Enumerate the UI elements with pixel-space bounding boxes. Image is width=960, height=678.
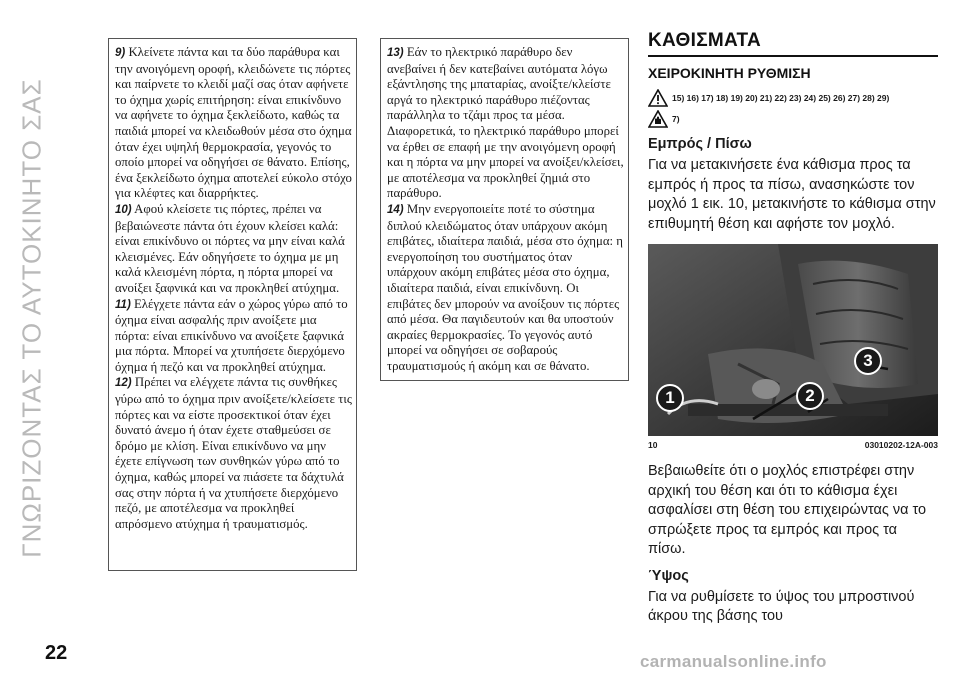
heading-fore-aft: Εμπρός / Πίσω: [648, 136, 752, 152]
warning-number: 12): [115, 377, 132, 390]
chapter-side-title-text: ΓΝΩΡΙΖΟΝΤΑΣ ΤΟ ΑΥΤΟΚΙΝΗΤΟ ΣΑΣ: [16, 78, 47, 558]
warning-text: Πρέπει να ελέγχετε πάντα τις συνθήκες γύρω από το όχημα πριν ανοίξετε/κλείσετε τις πόρτες και να είστε προσεκτικοί όταν έχει δυνατό άνεμο ή όταν έχετε σταθμεύσει σε δρόμο με κλίση. Είναι επικίνδυνο να μην έχετε επίγνωση των συνθηκών γύρω από το όχημα, καθώς μπορεί να πιάσετε τα δάχτυλά σας στην πόρτα ή να χτυπήσετε διερχόμενο πεζό, με αποτέλεσμα να προκληθεί απρόσμενο ατύχημα ή τραυματισμός.: [115, 375, 352, 531]
watermark: carmanualsonline.info: [640, 652, 827, 671]
warning-box-middle: [380, 38, 629, 381]
heading-height: Ύψος: [648, 567, 689, 584]
seat-illustration: [648, 244, 938, 436]
warning-paragraph: [115, 202, 352, 297]
warning-triangle-icon: [648, 89, 668, 107]
warning-text: Κλείνετε πάντα και τα δύο παράθυρα και την ανοιγόμενη οροφή, κλειδώνετε τις πόρτες και παίρνετε το κλειδί μαζί σας όταν αφήνετε το όχημα χωρίς επιτήρηση: είναι επικίνδυνο να αφήνετε το όχημα ξεκλείδωτο, καθώς τα παιδιά μπορεί να κλειδωθούν μέσα στο όχημα όταν έχει υψηλή θερμοκρασία, γεγονός το οποίο μπορεί να οδηγήσει σε θάνατο. Επίσης, ένα ξεκλείδωτο όχημα αποτελεί εύκολο στόχο για κλέφτες και διαρρήκτες.: [115, 45, 352, 201]
caution-refs-text: 7): [672, 114, 680, 124]
figure-caption: [648, 440, 938, 450]
warning-text: Ελέγχετε πάντα εάν ο χώρος γύρω από το όχημα είναι ασφαλής πριν ανοίξετε μια πόρτα: είναι επικίνδυνο να ανοίξετε ξαφνικά μια πόρτα. Μπορεί να χτυπήσετε διερχόμενο όχημα ή πεζό και να προκληθεί ατύχημα.: [115, 296, 348, 374]
warning-paragraph: [115, 45, 352, 202]
warning-number: 9): [115, 47, 126, 59]
warning-number: 13): [387, 47, 404, 59]
lever-return-instructions: Βεβαιωθείτε ότι ο μοχλός επιστρέφει στην αρχική του θέση και ότι το κάθισμα έχει ασφαλίσει στη θέση του επιχειρώντας να το σπρώξετε προς τα εμπρός και προς τα πίσω.: [648, 463, 927, 557]
seat-adjustment-figure: [648, 244, 938, 436]
figure-code: 03010202-12A-003: [864, 440, 938, 450]
section-title: ΚΑΘΙΣΜΑΤΑ: [648, 30, 938, 57]
caution-hand-icon: [648, 110, 668, 128]
callout-2: 2: [796, 382, 824, 410]
subsection-title: ΧΕΙΡΟΚΙΝΗΤΗ ΡΥΘΜΙΣΗ: [648, 65, 811, 81]
warning-number: 14): [387, 203, 404, 216]
warning-box-middle-text: [387, 45, 624, 374]
callout-1: 1: [656, 384, 684, 412]
warning-box-left: [108, 38, 357, 571]
fore-aft-instructions: Για να μετακινήσετε ένα κάθισμα προς τα εμπρός ή προς τα πίσω, ανασηκώστε τον μοχλό 1 εικ. 10, μετακινήστε το κάθισμα στην επιθυμητή θέση και αφήστε τον μοχλό.: [648, 157, 936, 232]
caution-refs-row: [648, 110, 938, 128]
warning-paragraph: [387, 202, 624, 375]
warning-text: Αφού κλείσετε τις πόρτες, πρέπει να βεβαιώνεστε πάντα ότι έχουν κλείσει καλά: είναι επικίνδυνο οι πόρτες να μην είναι καλά κλεισμένες. Εάν οδηγήσετε το όχημα με μη καλά κλεισμένη πόρτα, η πόρτα μπορεί να ανοίξει ξαφνικά και να προκληθεί ατύχημα.: [115, 201, 345, 295]
warning-number: 11): [115, 298, 131, 311]
warning-refs-row: [648, 89, 938, 107]
height-instructions: Για να ρυθμίσετε το ύψος του μπροστινού άκρου της βάσης του: [648, 588, 915, 624]
figure-number: 10: [648, 440, 658, 450]
seats-section: [648, 30, 938, 627]
warning-paragraph: [115, 297, 352, 376]
warning-paragraph: [387, 45, 624, 202]
page-number: 22: [45, 642, 68, 664]
warning-box-left-text: [115, 45, 352, 532]
warning-text: Μην ενεργοποιείτε ποτέ το σύστημα διπλού κλειδώματος όταν υπάρχουν ακόμη επιβάτες, ιδιαίτερα παιδιά, μέσα στο όχημα: η ενεργοποίηση του συστήματος όταν υπάρχουν ακόμη επιβάτες μέσα στο όχημα, ιδιαίτερα παιδιά, είναι επικίνδυνη. Οι επιβάτες δεν μπορούν να ανοίξουν τις πόρτες από μέσα. Θα παγιδευτούν και θα υποστούν ακραίες θερμοκρασίες. Το γεγονός αυτό μπορεί να οδηγήσει σε σοβαρούς τραυματισμούς ή ακόμη και σε θάνατο.: [387, 201, 623, 373]
warning-number: 10): [115, 203, 132, 216]
callout-3: 3: [854, 347, 882, 375]
warning-paragraph: [115, 375, 352, 532]
chapter-side-title: [12, 18, 52, 618]
warning-text: Εάν το ηλεκτρικό παράθυρο δεν ανεβαίνει ή δεν κατεβαίνει αυτόματα λόγω εξάντλησης της μπαταρίας, ανοίξτε/κλείστε αργά το ηλεκτρικό παράθυρο πιέζοντας παράλληλα το τζάμι προς τα μέσα. Διαφορετικά, το ηλεκτρικό παράθυρο μπορεί να έρθει σε επαφή με την ανοιγόμενη οροφή και η πόρτα να μην μπορεί να ανοίξει/κλείσει, με αποτέλεσμα να προκληθεί ζημιά στο παράθυρο.: [387, 45, 624, 201]
warning-refs-text: 15) 16) 17) 18) 19) 20) 21) 22) 23) 24) 25) 26) 27) 28) 29): [672, 93, 890, 103]
